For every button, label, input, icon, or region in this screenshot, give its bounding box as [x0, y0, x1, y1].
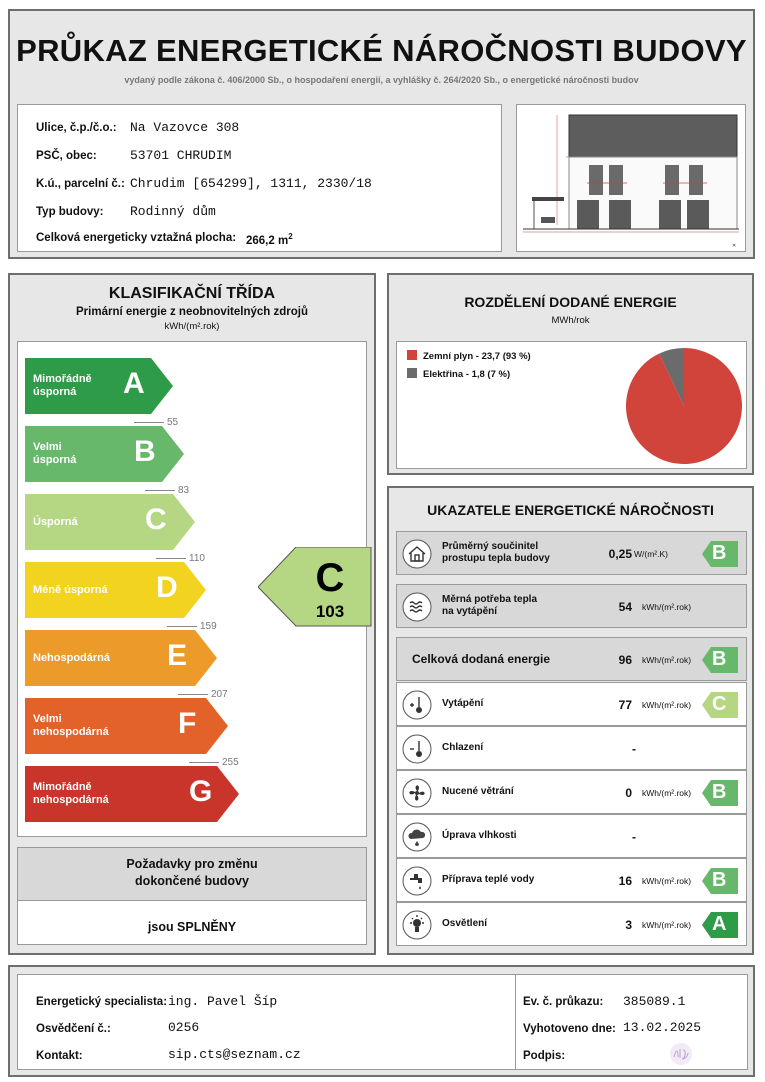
- class-bar-label: Mimořádně nehospodárná: [33, 781, 109, 806]
- class-bar-b: [25, 426, 184, 482]
- indicator-label: Měrná potřeba tepla na vytápění: [442, 594, 538, 617]
- legend-electricity-swatch: [407, 368, 417, 378]
- indicator-badge-b: B: [702, 868, 738, 894]
- indicators-panel: [387, 486, 754, 955]
- cert-label: Osvědčení č.:: [36, 1023, 111, 1035]
- signature: [666, 1041, 696, 1067]
- class-threshold: 83: [145, 485, 189, 496]
- class-bar-letter: C: [145, 503, 167, 536]
- class-threshold: 255: [189, 757, 239, 768]
- indicator-row: [396, 814, 747, 858]
- indicator-label: Vytápění: [442, 698, 484, 709]
- area-value: 266,2 $m^2$: [246, 232, 293, 247]
- class-bar-label: Nehospodárná: [33, 652, 111, 664]
- indicator-label: Celková dodaná energie: [412, 652, 551, 666]
- indicator-value: 3: [625, 918, 632, 932]
- class-bar-label: Úsporná: [33, 516, 78, 528]
- indicator-badge-c: C: [702, 692, 738, 718]
- result-value: 103: [315, 602, 345, 621]
- house-icon: [402, 539, 432, 569]
- specialist-label: Energetický specialista:: [36, 996, 168, 1008]
- indicator-badge-b: B: [702, 780, 738, 806]
- class-bar-letter: B: [134, 435, 156, 468]
- class-bar-label: Velmi úsporná: [33, 441, 77, 466]
- class-threshold: 55: [134, 417, 178, 428]
- indicator-value: 0,25: [608, 547, 632, 561]
- distribution-title: ROZDĚLENÍ DODANÉ ENERGIE: [464, 294, 677, 310]
- result-arrow: [258, 547, 372, 627]
- indicator-row: [396, 902, 747, 946]
- type-value: Rodinný dům: [130, 204, 216, 219]
- contact-value: sip.cts@seznam.cz: [168, 1047, 301, 1062]
- class-bar-letter: E: [167, 639, 188, 672]
- class-bar-label: Velmi nehospodárná: [33, 713, 109, 738]
- requirements-title-1: Požadavky pro změnu: [126, 857, 258, 871]
- indicator-label: Příprava teplé vody: [442, 874, 535, 885]
- class-threshold: 159: [167, 621, 217, 632]
- class-bar-label: Méně úsporná: [33, 584, 108, 596]
- faucet-icon: [402, 866, 432, 896]
- indicator-value: 0: [625, 786, 632, 800]
- building-elevation-drawing: [516, 104, 746, 252]
- indicator-label: Úprava vlhkosti: [442, 830, 517, 841]
- class-bar-g: [25, 766, 239, 822]
- result-letter: C: [315, 556, 345, 600]
- indicator-row: [396, 858, 747, 902]
- legend-gas-swatch: [407, 350, 417, 360]
- header-panel: [8, 9, 755, 259]
- indicator-row: [396, 682, 747, 726]
- class-bar-d: [25, 562, 206, 618]
- address-box: [17, 104, 502, 252]
- indicator-value: 54: [618, 600, 632, 614]
- psc-label: PSČ, obec:: [36, 150, 97, 162]
- classification-unit: kWh/(m².rok): [164, 321, 220, 332]
- indicator-unit: kWh/(m².rok): [642, 920, 692, 930]
- pie-chart: [624, 346, 744, 466]
- classification-subtitle: Primární energie z neobnovitelných zdrojů: [76, 306, 308, 318]
- cert-value: 0256: [168, 1020, 200, 1035]
- requirements-box: [17, 847, 367, 945]
- footer-divider: [515, 975, 516, 1069]
- indicator-row: [396, 726, 747, 770]
- indicator-row: [396, 531, 747, 575]
- class-bar-letter: G: [189, 775, 213, 808]
- indicator-unit: kWh/(m².rok): [642, 700, 692, 710]
- requirements-title-2: dokončené budovy: [135, 874, 249, 888]
- specialist-value: ing. Pavel Šíp: [168, 994, 278, 1009]
- ev-value: 385089.1: [623, 994, 686, 1009]
- page-title: PRŮKAZ ENERGETICKÉ NÁROČNOSTI BUDOVY: [16, 33, 747, 68]
- class-bar-label: Mimořádně úsporná: [33, 373, 92, 398]
- indicators-title: UKAZATELE ENERGETICKÉ NÁROČNOSTI: [427, 502, 714, 518]
- street-value: Na Vazovce 308: [130, 120, 240, 135]
- legend-electricity: Elektřina - 1,8 (7 %): [407, 368, 510, 380]
- distribution-unit: MWh/rok: [551, 315, 590, 326]
- indicator-label: Osvětlení: [442, 918, 488, 929]
- indicator-unit: W/(m².K): [634, 549, 668, 559]
- sign-label: Podpis:: [523, 1050, 566, 1062]
- class-bar-c: [25, 494, 195, 550]
- indicator-unit: kWh/(m².rok): [642, 876, 692, 886]
- pie-slice-gas: [626, 348, 742, 464]
- legend-gas: Zemní plyn - 23,7 (93 %): [407, 350, 531, 362]
- class-bar-letter: A: [123, 367, 145, 400]
- distribution-panel: [387, 273, 754, 475]
- indicator-value: 77: [618, 698, 632, 712]
- fan-icon: [402, 778, 432, 808]
- indicator-row: [396, 637, 747, 681]
- indicator-row: [396, 770, 747, 814]
- footer-box: [17, 974, 748, 1070]
- date-value: 13.02.2025: [623, 1020, 702, 1035]
- indicator-label: Chlazení: [442, 742, 484, 753]
- class-bar-letter: F: [178, 707, 197, 740]
- indicator-value: 96: [618, 653, 632, 667]
- class-bar-f: [25, 698, 228, 754]
- indicator-badge-a: A: [702, 912, 738, 938]
- thermometer-minus-icon: [402, 734, 432, 764]
- indicator-badge-b: B: [702, 647, 738, 673]
- lightbulb-icon: [402, 910, 432, 940]
- area-label: Celková energeticky vztažná plocha:: [36, 232, 237, 244]
- thermometer-plus-icon: [402, 690, 432, 720]
- classification-panel: [8, 273, 376, 955]
- indicator-value: 16: [618, 874, 632, 888]
- energy-scale: [17, 341, 367, 837]
- type-label: Typ budovy:: [36, 206, 104, 218]
- indicator-value: -: [632, 742, 636, 756]
- ku-value: Chrudim [654299], 1311, 2330/18: [130, 176, 372, 191]
- requirements-result: jsou SPLNĚNY: [147, 920, 237, 934]
- ku-label: K.ú., parcelní č.:: [36, 178, 125, 190]
- page-subtitle: vydaný podle zákona č. 406/2000 Sb., o hospodaření energií, a vyhlášky č. 264/2020 Sb., o energetické náročnosti budov: [124, 75, 639, 85]
- classification-title: KLASIFIKAČNÍ TŘÍDA: [108, 285, 276, 302]
- indicator-unit: kWh/(m².rok): [642, 602, 692, 612]
- class-bar-e: [25, 630, 217, 686]
- street-label: Ulice, č.p./č.o.:: [36, 122, 117, 134]
- indicator-row: [396, 584, 747, 628]
- svg-text:✕: ✕: [732, 243, 737, 249]
- class-threshold: 110: [156, 553, 205, 564]
- indicator-value: -: [632, 830, 636, 844]
- ev-label: Ev. č. průkazu:: [523, 996, 604, 1008]
- class-bar-a: [25, 358, 173, 414]
- class-bar-letter: D: [156, 571, 178, 604]
- indicator-label: Průměrný součinitel prostupu tepla budovy: [442, 541, 550, 564]
- heat-waves-icon: [402, 592, 432, 622]
- contact-label: Kontakt:: [36, 1050, 83, 1062]
- requirements-header: [18, 848, 366, 901]
- footer-panel: [8, 965, 755, 1077]
- indicator-badge-b: B: [702, 541, 738, 567]
- indicator-label: Nucené větrání: [442, 786, 514, 797]
- indicator-unit: kWh/(m².rok): [642, 788, 692, 798]
- indicator-unit: kWh/(m².rok): [642, 655, 692, 665]
- distribution-chart-box: [396, 341, 747, 469]
- cloud-drop-icon: [402, 822, 432, 852]
- psc-value: 53701 CHRUDIM: [130, 148, 232, 163]
- class-threshold: 207: [178, 689, 228, 700]
- date-label: Vyhotoveno dne:: [523, 1023, 616, 1035]
